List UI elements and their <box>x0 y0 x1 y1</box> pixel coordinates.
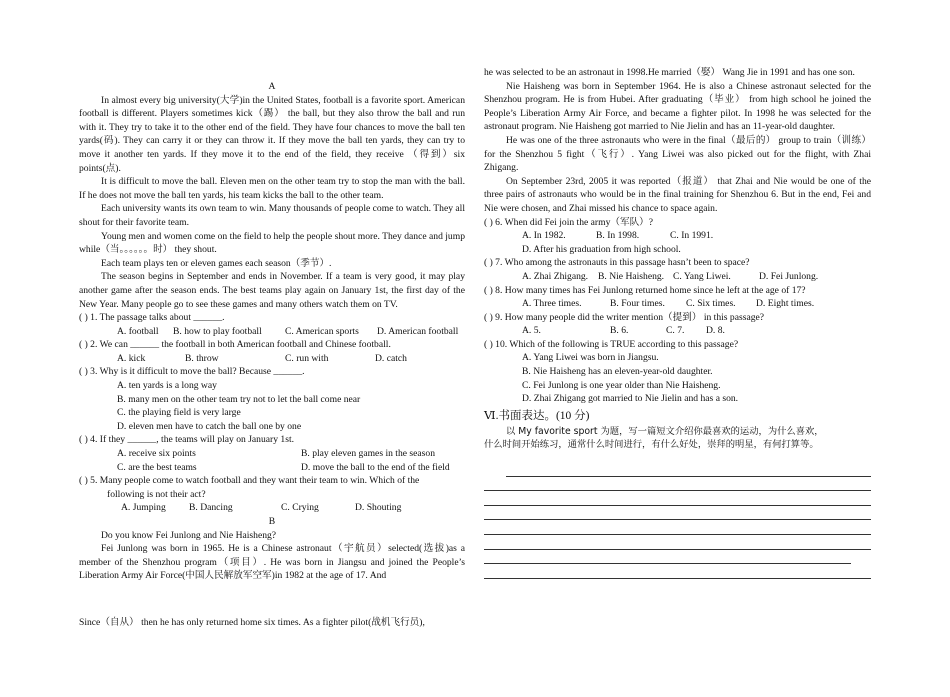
option: C. In 1991. <box>670 230 714 242</box>
passage-b-paragraph: he was selected to be an astronaut in 1998.He married（娶） Wang Jie in 1991 and has one son. <box>484 67 855 78</box>
passage-a-paragraph: In almost every big university(大学)in the United States, football is a favorite sport. American football is different. Players sometimes kick（踢） the ball, but they also throw the ball and run with it. They try to take it to the other end of the field. They have four chances to move the ball ten yards(码). They can carry it or they can throw it. If they move the ball ten yards, they can try to move it another ten yards. If they move it to the end of the field, they receive （得到）six points(点). <box>79 94 465 174</box>
option: C. Fei Junlong is one year older than Nie Haisheng. <box>522 379 721 391</box>
passage-b-paragraph-continued: Since（自从） then he has only returned home six times. As a fighter pilot(战机飞行员), <box>79 617 425 628</box>
option: B. Nie Haisheng has an eleven-year-old daughter. <box>522 366 713 378</box>
question-options <box>484 270 871 284</box>
question-stem: ( ) 9. How many people did the writer mention（提到） in this passage? <box>484 311 765 323</box>
option: B. throw <box>185 352 219 364</box>
option: B. Nie Haisheng. <box>598 270 665 282</box>
question-stem: ( ) 10. Which of the following is TRUE according to this passage? <box>484 338 739 350</box>
passage-b-intro: Do you know Fei Junlong and Nie Haisheng? <box>101 529 277 541</box>
option: A. football <box>117 325 159 337</box>
answer-line[interactable] <box>484 491 871 506</box>
question-options <box>79 447 465 461</box>
option: D. move the ball to the end of the field <box>301 461 450 473</box>
option: D. Eight times. <box>756 298 815 310</box>
question-stem: ( ) 2. We can ______ the football in both American football and Chinese football. <box>79 339 391 351</box>
passage-b-paragraph: Nie Haisheng was born in September 1964. He is also a Chinese astronaut selected for the Shenzhou program. He is from Hubei. After graduating（毕业） from high school he joined the People’s Liberation Army Air Force, and became a fighter pilot. In 1998 he was selected for the astronaut program. Nie Haisheng got married to Nie Jielin and has an 11-year-old daughter. <box>484 80 871 133</box>
option: B. 6. <box>610 325 629 337</box>
option: A. Zhai Zhigang. <box>522 270 589 282</box>
question-stem: ( ) 8. How many times has Fei Junlong returned home since he left at the age of 17? <box>484 284 806 296</box>
question-stem: ( ) 5. Many people come to watch football and they want their team to win. Which of the <box>79 475 420 487</box>
option: D. catch <box>375 352 407 364</box>
section-b-title: B <box>268 516 276 527</box>
option: C. Crying <box>281 502 319 514</box>
option: B. Four times. <box>610 298 665 310</box>
option: B. how to play football <box>173 325 262 337</box>
question-options <box>79 461 465 475</box>
option: C. run with <box>285 352 329 364</box>
question-stem: ( ) 3. Why is it difficult to move the ball? Because ______. <box>79 366 305 378</box>
answer-line[interactable] <box>484 477 871 492</box>
option: A. kick <box>117 352 146 364</box>
option: C. American sports <box>285 325 359 337</box>
answer-line[interactable] <box>484 506 871 521</box>
option: B. play eleven games in the season <box>301 448 436 460</box>
option: D. After his graduation from high school. <box>522 243 681 255</box>
question-options <box>484 297 871 311</box>
option: D. Shouting <box>355 502 402 514</box>
passage-a-paragraph: Each university wants its own team to win. Many thousands of people come to watch. They all shout for their favorite team. <box>79 203 465 228</box>
question-options <box>79 325 465 339</box>
answer-line[interactable] <box>484 564 871 579</box>
option: B. many men on the other team try not to let the ball come near <box>117 393 361 405</box>
option: A. receive six points <box>117 448 196 460</box>
question-stem: ( ) 1. The passage talks about ______. <box>79 312 225 324</box>
writing-prompt: 以 My favorite sport 为题，写一篇短文介绍你最喜欢的运动，为什么喜欢， <box>506 425 824 437</box>
option: C. Yang Liwei. <box>673 270 731 282</box>
question-stem: ( ) 6. When did Fei join the army（军队）? <box>484 216 654 228</box>
option: C. 7. <box>666 325 685 337</box>
option: D. American football <box>377 325 459 337</box>
passage-b-paragraph: He was one of the three astronauts who were in the final（最后的） group to train（训练） for the Shenzhou 5 fight（飞行）. Yang Liwei was also picked out for the flight, with Zhai Zhigang. <box>484 134 871 174</box>
question-stem: ( ) 7. Who among the astronauts in this passage hasn’t been to space? <box>484 257 750 269</box>
answer-line[interactable] <box>484 535 871 550</box>
option: C. Six times. <box>686 298 736 310</box>
section-a-title: A <box>268 81 276 92</box>
writing-prompt: 什么时间开始练习，通常什么时间进行，有什么好处，崇拜的明星，有何打算等。 <box>484 439 819 451</box>
option: C. are the best teams <box>117 461 197 473</box>
option: B. Dancing <box>189 502 233 514</box>
right-column <box>484 66 871 579</box>
option: A. 5. <box>522 325 541 337</box>
option: D. eleven men have to catch the ball one by one <box>117 420 302 432</box>
passage-a-paragraph: The season begins in September and ends in November. If a team is very good, it may play another game after the season ends. The best teams play again on January 1st, the first day of the New Year. Many people go to see these games and many others watch them on TV. <box>79 271 465 310</box>
answer-line[interactable] <box>484 520 871 535</box>
passage-a-paragraph: Each team plays ten or eleven games each season（季节）. <box>101 257 332 269</box>
question-stem: ( ) 4. If they ______, the teams will play on January 1st. <box>79 434 295 446</box>
question-options <box>484 324 871 338</box>
answer-line[interactable] <box>484 550 851 565</box>
option: A. In 1982. <box>522 230 566 242</box>
option: D. Zhai Zhigang got married to Nie Jielin and has a son. <box>522 393 739 405</box>
option: A. Yang Liwei was born in Jiangsu. <box>522 352 659 364</box>
question-options <box>79 501 465 515</box>
option: A. Jumping <box>121 502 166 514</box>
option: A. Three times. <box>522 298 582 310</box>
passage-a-paragraph: It is difficult to move the ball. Eleven men on the other team try to stop the man with the ball. If he does not move the ball ten yards, his team kicks the ball to the other team. <box>79 176 465 201</box>
question-options <box>484 229 871 243</box>
option: D. Fei Junlong. <box>759 270 819 282</box>
option: B. In 1998. <box>596 230 640 242</box>
answer-line[interactable] <box>506 462 871 477</box>
passage-b-paragraph: On September 23rd, 2005 it was reported（报道） that Zhai and Nie would be one of the three pairs of astronauts who would be in the final training for Shenzhou 6. But in the end, Fei and Nie were chosen, and Zhai missed his chance to space again. <box>484 175 871 214</box>
passage-b-paragraph: Fei Junlong was born in 1965. He is a Chinese astronaut（宇航员）selected(选拔)as a member of the Shenzhou program（项目）. He was born in Jiangsu and joined the People’s Liberation Army Air Force(中国人民解放军空军)in 1982 at the age of 17. And <box>79 543 465 582</box>
question-stem-continued: following is not their act? <box>107 488 206 500</box>
option: D. 8. <box>706 325 725 337</box>
option: C. the playing field is very large <box>117 407 241 419</box>
question-options <box>79 352 465 366</box>
passage-a-paragraph: Young men and women come on the field to help the people shout more. They dance and jump while（当。。。。。。时） they shout. <box>79 230 465 256</box>
left-column <box>79 80 465 583</box>
option: A. ten yards is a long way <box>117 380 217 392</box>
writing-section-heading: Ⅵ.书面表达。(10 分) <box>484 409 590 422</box>
